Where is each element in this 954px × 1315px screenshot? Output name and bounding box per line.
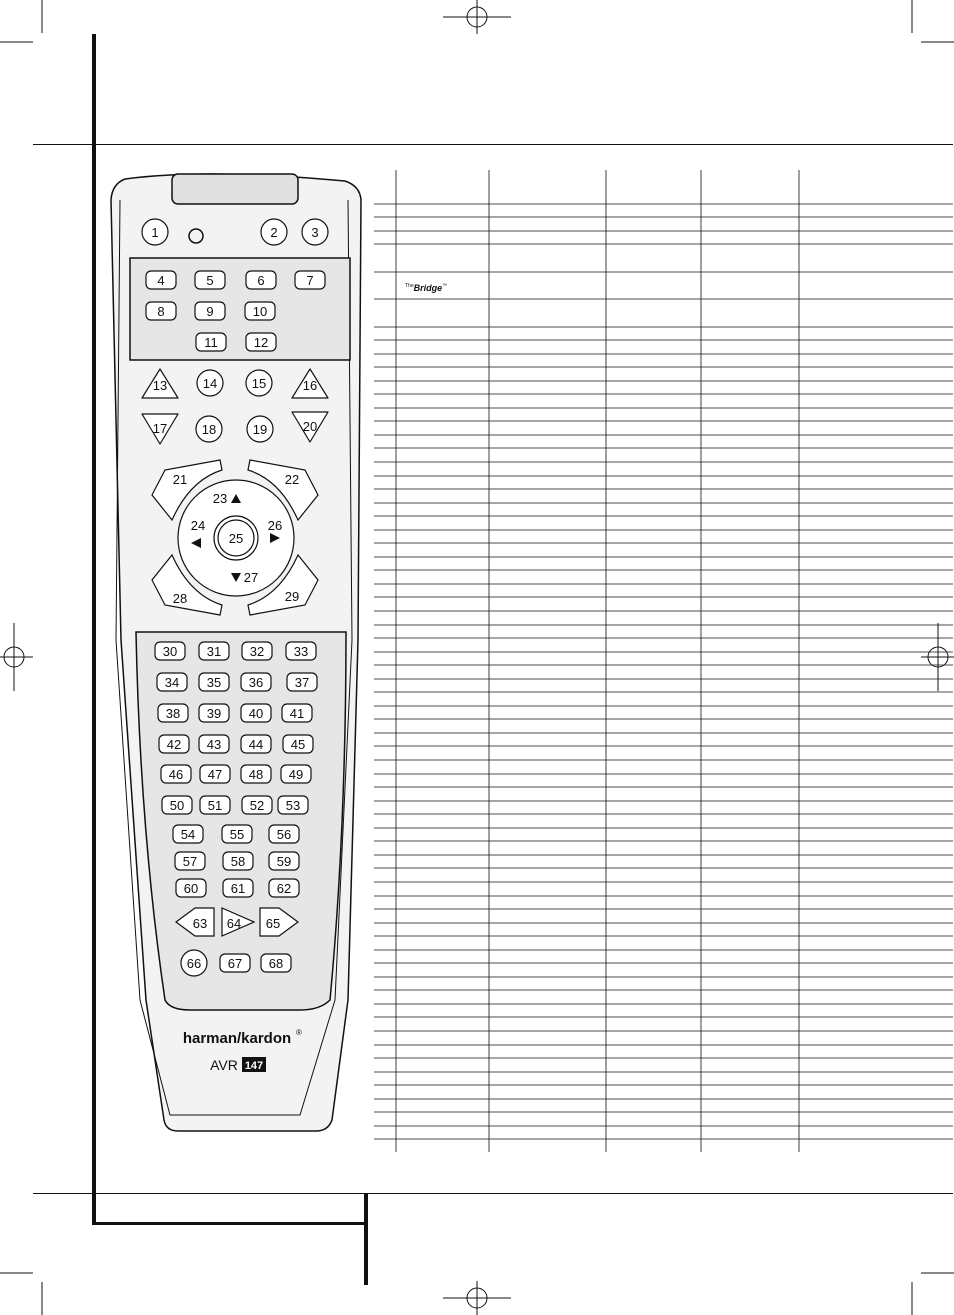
remote-button-56 [269,825,299,843]
svg-text:18: 18 [201,422,217,437]
svg-text:19: 19 [252,422,268,437]
remote-button-37 [287,673,317,691]
svg-text:31: 31 [206,644,222,659]
remote-button-10 [245,302,275,320]
svg-text:61: 61 [230,881,246,896]
remote-button-6 [246,271,276,289]
svg-text:45: 45 [290,737,306,752]
remote-button-3 [302,219,328,245]
svg-text:25: 25 [228,531,244,546]
remote-button-48 [241,765,271,783]
remote-button-52 [242,796,272,814]
svg-text:35: 35 [206,675,222,690]
remote-button-9 [195,302,225,320]
svg-text:67: 67 [227,956,243,971]
svg-text:68: 68 [268,956,284,971]
remote-button-67 [220,954,250,972]
remote-button-14 [197,370,223,396]
svg-text:9: 9 [206,304,214,319]
svg-text:50: 50 [169,798,185,813]
remote-registered-mark: ® [296,1028,302,1037]
svg-text:58: 58 [230,854,246,869]
svg-text:20: 20 [302,419,318,434]
svg-text:64: 64 [226,916,242,931]
remote-button-34 [157,673,187,691]
remote-button-55 [222,825,252,843]
svg-text:30: 30 [162,644,178,659]
svg-text:39: 39 [206,706,222,721]
remote-button-33 [286,642,316,660]
svg-text:36: 36 [248,675,264,690]
svg-text:29: 29 [284,589,300,604]
svg-text:66: 66 [186,956,202,971]
remote-button-12 [246,333,276,351]
remote-button-11 [196,333,226,351]
remote-button-49 [281,765,311,783]
svg-text:40: 40 [248,706,264,721]
svg-text:2: 2 [270,225,278,240]
remote-model-number: 147 [244,1060,264,1072]
remote-button-26: 26 [267,518,283,533]
remote-button-68 [261,954,291,972]
remote-button-43 [199,735,229,753]
footer-divider [364,1193,368,1285]
remote-button-4 [146,271,176,289]
svg-text:16: 16 [302,378,318,393]
svg-text:47: 47 [207,767,223,782]
remote-button-61 [223,879,253,897]
remote-button-40 [241,704,271,722]
remote-button-25 [214,516,258,560]
svg-text:8: 8 [157,304,165,319]
svg-text:6: 6 [257,273,265,288]
remote-button-44 [241,735,271,753]
remote-button-36 [241,673,271,691]
remote-button-7 [295,271,325,289]
header-rule [33,144,953,145]
svg-text:13: 13 [152,378,168,393]
svg-text:55: 55 [229,827,245,842]
remote-button-31 [199,642,229,660]
svg-text:17: 17 [152,421,168,436]
remote-button-50 [162,796,192,814]
remote-button-45 [283,735,313,753]
svg-text:59: 59 [276,854,292,869]
svg-text:57: 57 [182,854,198,869]
svg-text:44: 44 [248,737,264,752]
svg-text:43: 43 [206,737,222,752]
remote-button-42 [159,735,189,753]
remote-button-41 [282,704,312,722]
remote-button-15 [246,370,272,396]
svg-text:3: 3 [311,225,319,240]
footer-rule [33,1193,953,1194]
svg-text:32: 32 [249,644,265,659]
remote-button-32 [242,642,272,660]
svg-text:21: 21 [172,472,188,487]
svg-text:14: 14 [202,376,218,391]
bridge-logo: $^{The}$Bridge™ [405,283,448,293]
remote-button-57 [175,852,205,870]
remote-button-35 [199,673,229,691]
footer-bar [92,1222,368,1225]
svg-text:38: 38 [165,706,181,721]
svg-text:52: 52 [249,798,265,813]
svg-text:4: 4 [157,273,165,288]
remote-button-54 [173,825,203,843]
svg-text:54: 54 [180,827,196,842]
remote-button-1 [142,219,168,245]
remote-button-53 [278,796,308,814]
svg-text:48: 48 [248,767,264,782]
remote-button-47 [200,765,230,783]
remote-button-58 [223,852,253,870]
remote-button-60 [176,879,206,897]
svg-text:56: 56 [276,827,292,842]
remote-button-23: 23 [212,491,228,506]
remote-button-66 [181,950,207,976]
remote-button-18 [196,416,222,442]
svg-text:41: 41 [289,706,305,721]
svg-text:65: 65 [265,916,281,931]
remote-button-38 [158,704,188,722]
svg-text:33: 33 [293,644,309,659]
svg-text:53: 53 [285,798,301,813]
remote-button-24: 24 [190,518,206,533]
svg-text:60: 60 [183,881,199,896]
svg-text:11: 11 [204,335,218,350]
function-table-grid [370,165,954,1165]
svg-text:7: 7 [306,273,314,288]
remote-brand-logo: harman/kardon [182,1030,292,1047]
remote-button-62 [269,879,299,897]
svg-text:46: 46 [168,767,184,782]
svg-text:63: 63 [192,916,208,931]
svg-text:62: 62 [276,881,292,896]
page-left-bar [92,34,96,1224]
svg-text:10: 10 [252,304,268,319]
svg-text:37: 37 [294,675,310,690]
remote-button-19 [247,416,273,442]
svg-text:51: 51 [207,798,223,813]
svg-text:28: 28 [172,591,188,606]
svg-text:15: 15 [251,376,267,391]
svg-text:34: 34 [164,675,180,690]
svg-text:49: 49 [288,767,304,782]
remote-button-51 [200,796,230,814]
remote-control-illustration [100,160,370,1135]
remote-button-30 [155,642,185,660]
remote-button-59 [269,852,299,870]
remote-button-27: 27 [243,570,259,585]
svg-text:12: 12 [253,335,269,350]
remote-button-39 [199,704,229,722]
svg-text:22: 22 [284,472,300,487]
remote-button-5 [195,271,225,289]
remote-button-2 [261,219,287,245]
svg-text:42: 42 [166,737,182,752]
remote-button-8 [146,302,176,320]
remote-button-46 [161,765,191,783]
remote-model-prefix: AVR [210,1057,238,1073]
svg-text:5: 5 [206,273,214,288]
svg-text:1: 1 [151,225,159,240]
